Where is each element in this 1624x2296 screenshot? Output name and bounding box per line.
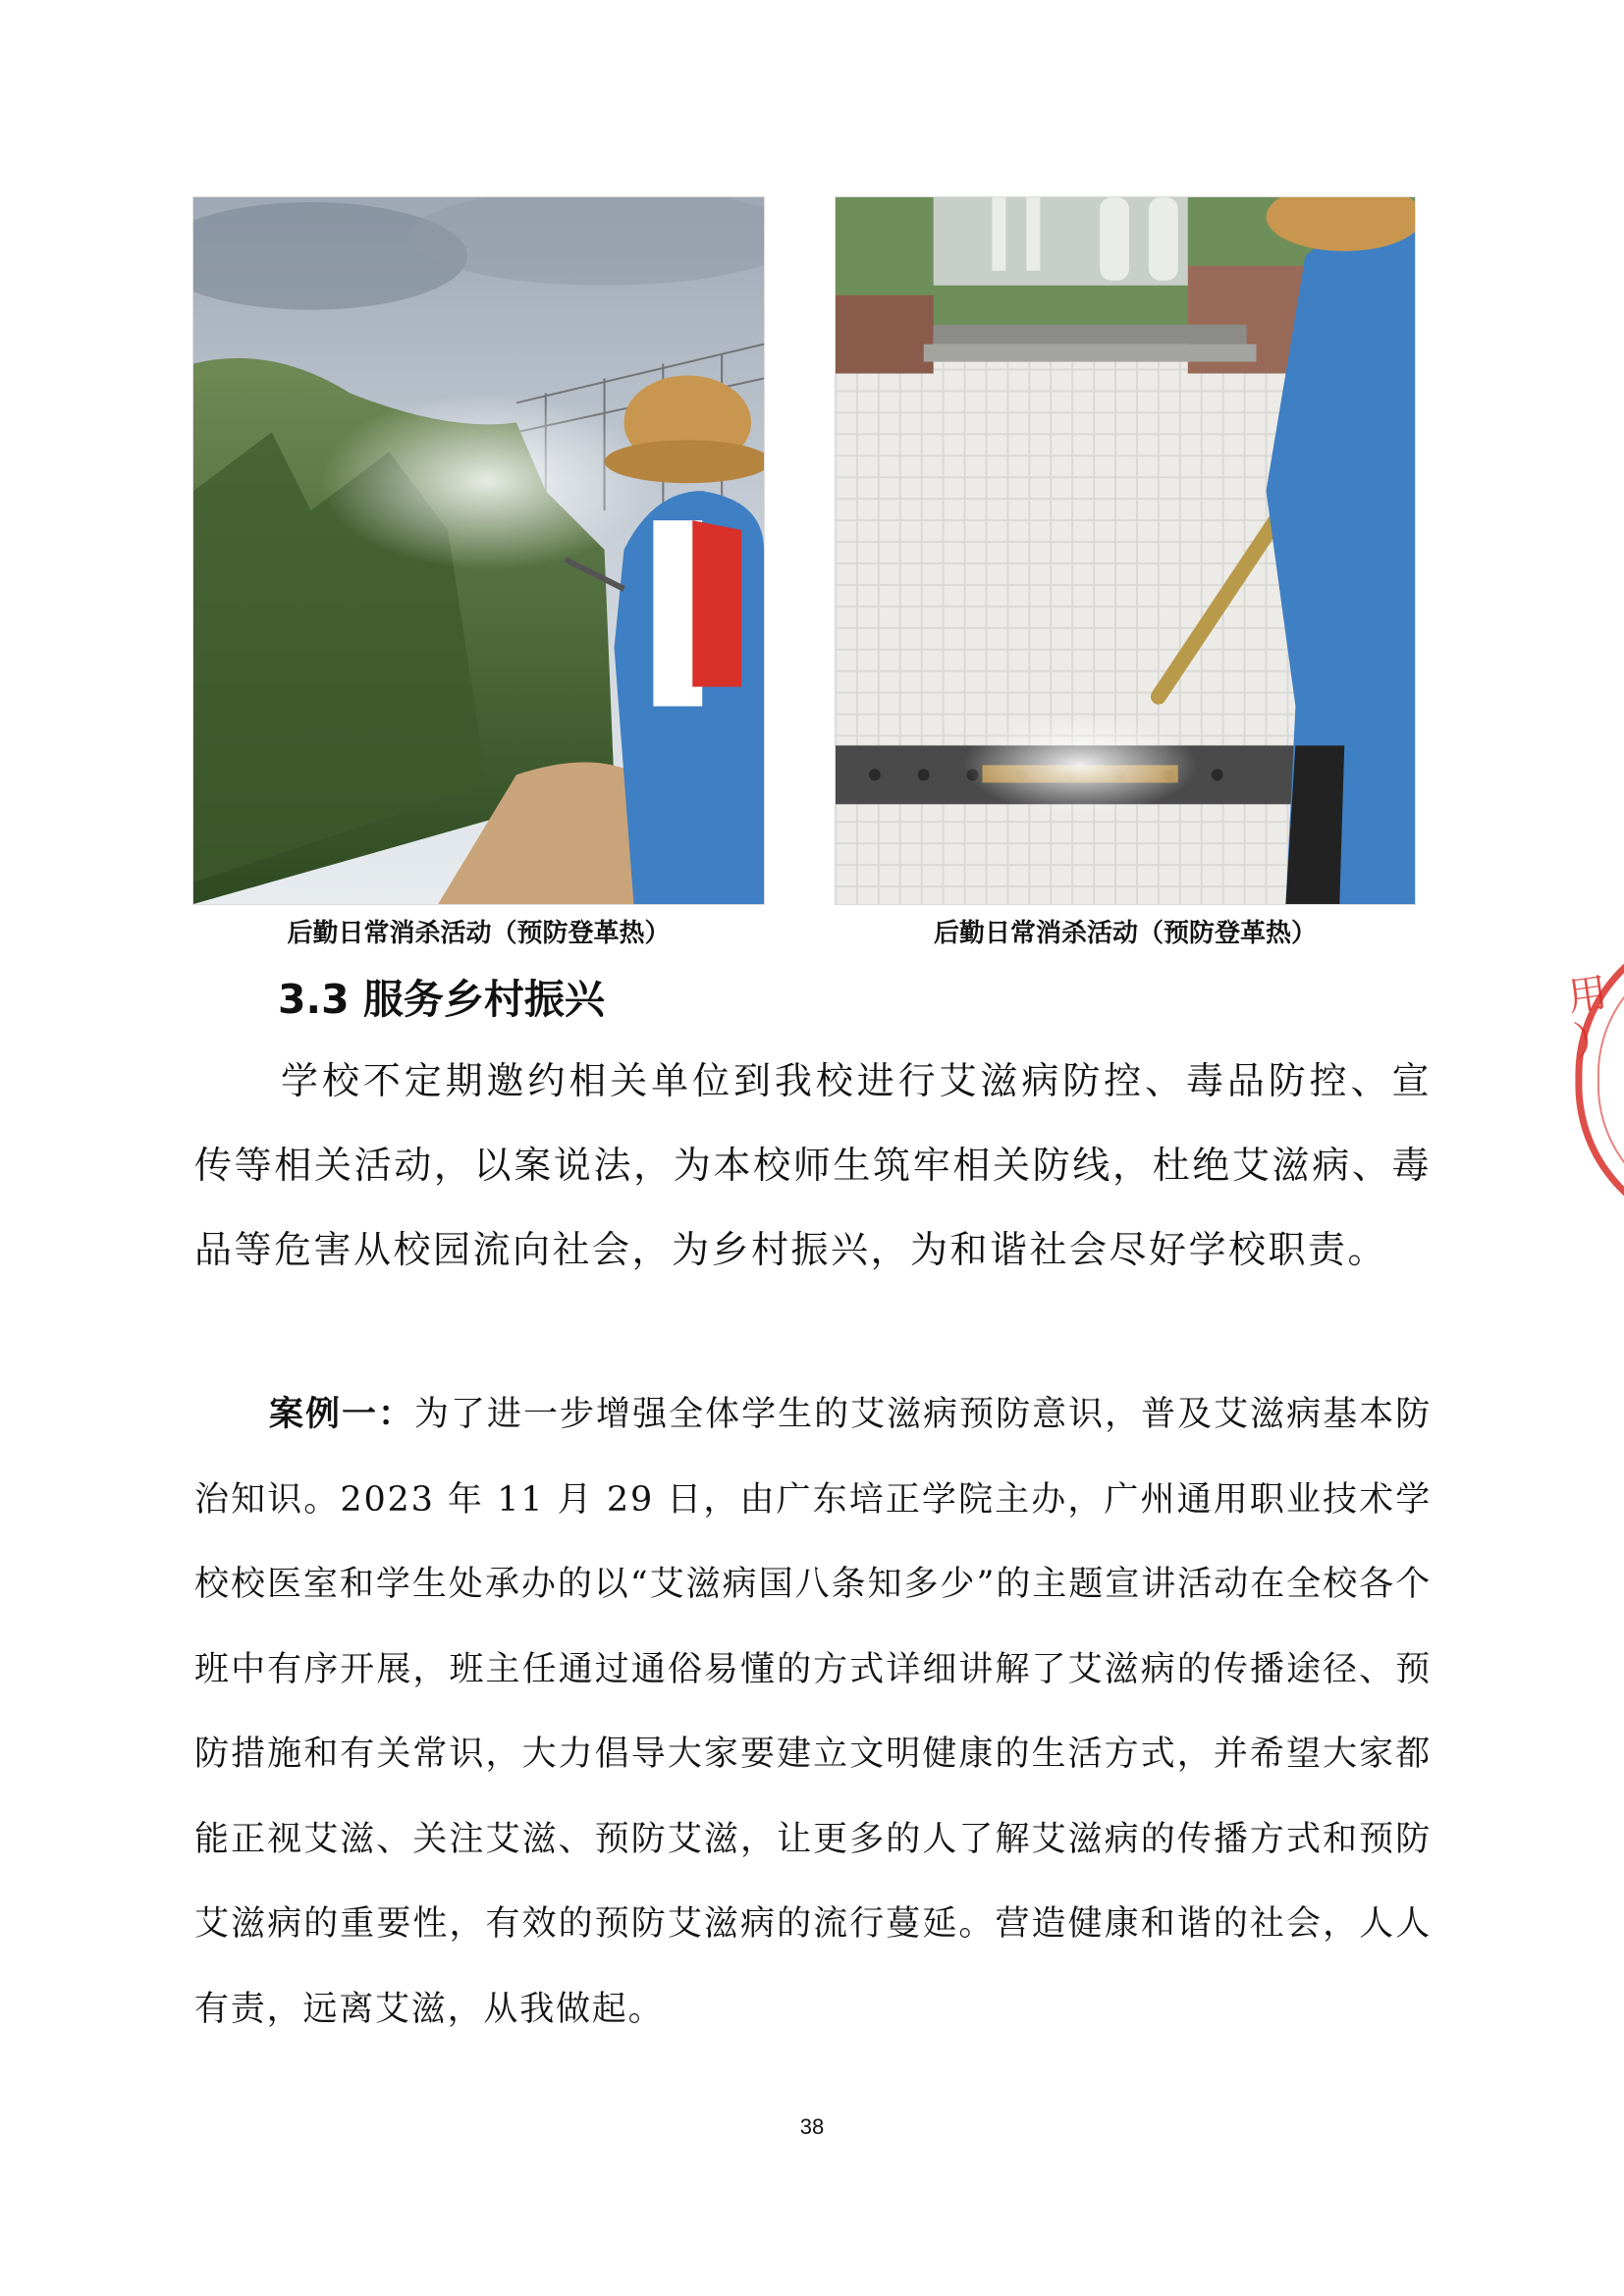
photo-caption-left: 后勤日常消杀活动（预防登革热） [287,919,671,948]
case-label: 案例一： [269,1394,415,1434]
body-paragraph-case-one [194,1372,1432,2052]
photo-spraying-weeds [192,196,765,905]
page-number: 38 [799,2114,825,2139]
case-text: 为了进一步增强全体学生的艾滋病预防意识，普及艾滋病基本防治知识。2023 年 11 月 29 日，由广东培正学院主办，广州通用职业技术学校校医室和学生处承办的以“艾滋病国八条知多少”的主题宣讲活动在全校各个班中有序开展，班主任通过通俗易懂的方式详细讲解了艾滋病的传播途径、预防措施和有关常识，大力倡导大家要建立文明健康的生活方式，并希望大家都能正视艾滋、关注艾滋、预防艾滋，让更多的人了解艾滋病的传播方式和预防艾滋病的重要性，有效的预防艾滋病的流行蔓延。营造健康和谐的社会，人人有责，远离艾滋，从我做起。 [194,1395,1432,2029]
body-paragraph-intro: 学校不定期邀约相关单位到我校进行艾滋病防控、毒品防控、宣传等相关活动，以案说法，为本校师生筑牢相关防线，杜绝艾滋病、毒品等危害从校园流向社会，为乡村振兴，为和谐社会尽好学校职责。 [194,1059,1432,1271]
photo-fogging-walkway [835,196,1416,905]
official-seal-stamp [1559,923,1624,1237]
seal-lettering: 用 ） [1564,970,1617,1066]
photo-caption-right: 后勤日常消杀活动（预防登革热） [933,919,1317,948]
section-heading: 3.3 服务乡村振兴 [278,976,605,1023]
